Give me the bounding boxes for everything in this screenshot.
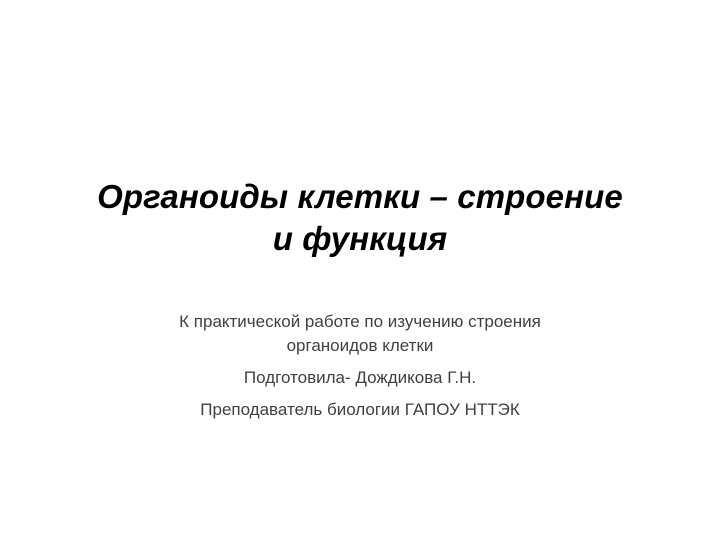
slide-title-block [46,176,674,260]
subtitle-line-1: К практической работе по изучению строения [179,312,541,331]
subtitle-line-4: Преподаватель биологии ГАПОУ НТТЭК [200,400,520,420]
page-title-line-2: и функция [272,220,448,258]
subtitle-line-2: органоидов клетки [286,336,434,356]
subtitle-line-3: Подготовила- Дождикова Г.Н. [243,368,477,388]
slide-subtitle-block [76,310,644,423]
page-title-line-1: Органоиды клетки – строение [97,178,623,215]
